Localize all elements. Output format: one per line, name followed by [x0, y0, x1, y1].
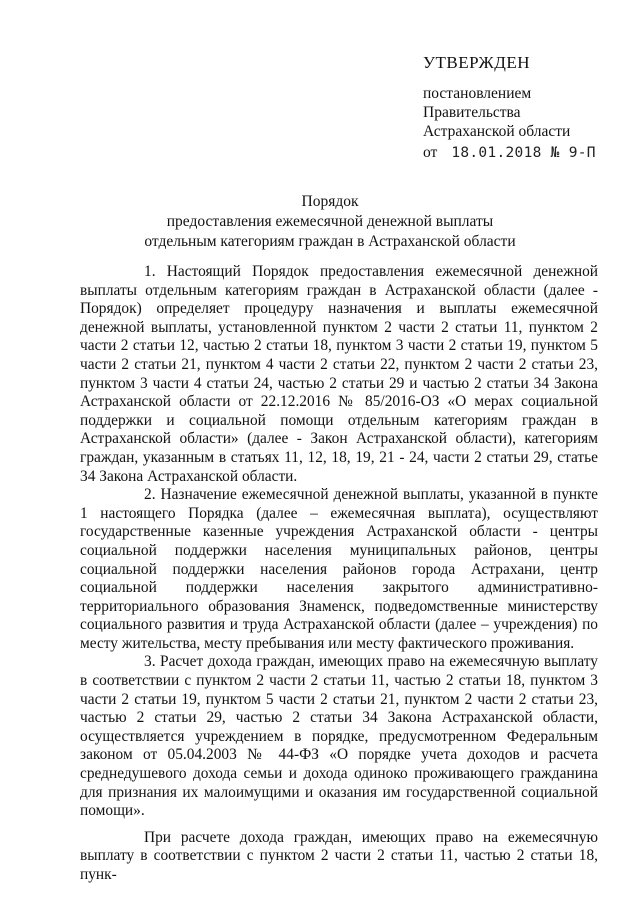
document-body — [80, 263, 598, 885]
approval-block — [423, 52, 623, 162]
approval-heading: УТВЕРЖДЕН — [423, 53, 530, 72]
paragraph-2: 2. Назначение ежемесячной денежной выплаты, указанной в пункте 1 настоящего Порядка (далее – ежемесячная выплата), осуществляют государственные казенные учреждения Астраханской области - центры социальной поддержки населения муниципальных районов, центры социальной поддержки населения районов города Астрахани, центр социальной поддержки населения закрытого административно-территориального образования Знаменск, подведомственные министерству социального развития и труда Астраханской области (далее – учреждения) по месту жительства, месту пребывания или месту фактического проживания. — [80, 486, 598, 652]
approval-line-1: постановлением — [423, 85, 532, 102]
paragraph-4: При расчете дохода граждан, имеющих право на ежемесячную выплату в соответствии с пунктом 2 части 2 статьи 11, частью 2 статьи 18, пунк- — [80, 828, 598, 883]
paragraph-1: 1. Настоящий Порядок предоставления ежемесячной денежной выплаты отдельным категориям граждан в Астраханской области (далее - Порядок) определяет процедуру назначения и выплаты ежемесячной денежной выплаты, установленной пунктом 2 части 2 статьи 11, пунктом 2 части 2 статьи 12, частью 2 статьи 18, пунктом 3 части 2 статьи 19, пунктом 5 части 2 статьи 21, пунктом 4 части 2 статьи 22, пунктом 2 части 2 статьи 23, пунктом 3 части 4 статьи 24, частью 2 статьи 29 и частью 2 статьи 34 Закона Астраханской области от 22.12.2016 № 85/2016-ОЗ «О мерах социальной поддержки и социальной помощи отдельным категориям граждан в Астраханской области» (далее - Закон Астраханской области), категориям граждан, указанным в статьях 11, 12, 18, 19, 21 - 24, части 2 статьи 29, статье 34 Закона Астраханской области. — [80, 263, 598, 485]
date-prefix: от — [423, 144, 438, 161]
approval-date-line — [423, 144, 623, 162]
title-line-3: отдельным категориям граждан в Астраханской области — [144, 233, 516, 250]
document-title — [60, 192, 600, 252]
approval-line-3: Астраханской области — [423, 123, 571, 140]
date-stamp: 18.01.2018 № 9-П — [451, 145, 596, 161]
paragraph-3: 3. Расчет дохода граждан, имеющих право на ежемесячную выплату в соответствии с пунктом 2 части 2 статьи 11, частью 2 статьи 18, пунктом 3 части 2 статьи 19, пунктом 5 части 2 статьи 21, пунктом 2 части 2 статьи 23, частью 2 статьи 29, частью 2 статьи 34 Закона Астраханской области, осуществляется учреждением в порядке, предусмотренном Федеральным законом от 05.04.2003 № 44-ФЗ «О порядке учета доходов и расчета среднедушевого дохода семьи и дохода одиноко проживающего гражданина для признания их малоимущими и оказания им государственной социальной помощи». — [80, 653, 598, 820]
approval-line-2: Правительства — [423, 104, 521, 121]
title-line-2: предоставления ежемесячной денежной выплаты — [166, 213, 494, 230]
title-line-1: Порядок — [301, 193, 359, 210]
